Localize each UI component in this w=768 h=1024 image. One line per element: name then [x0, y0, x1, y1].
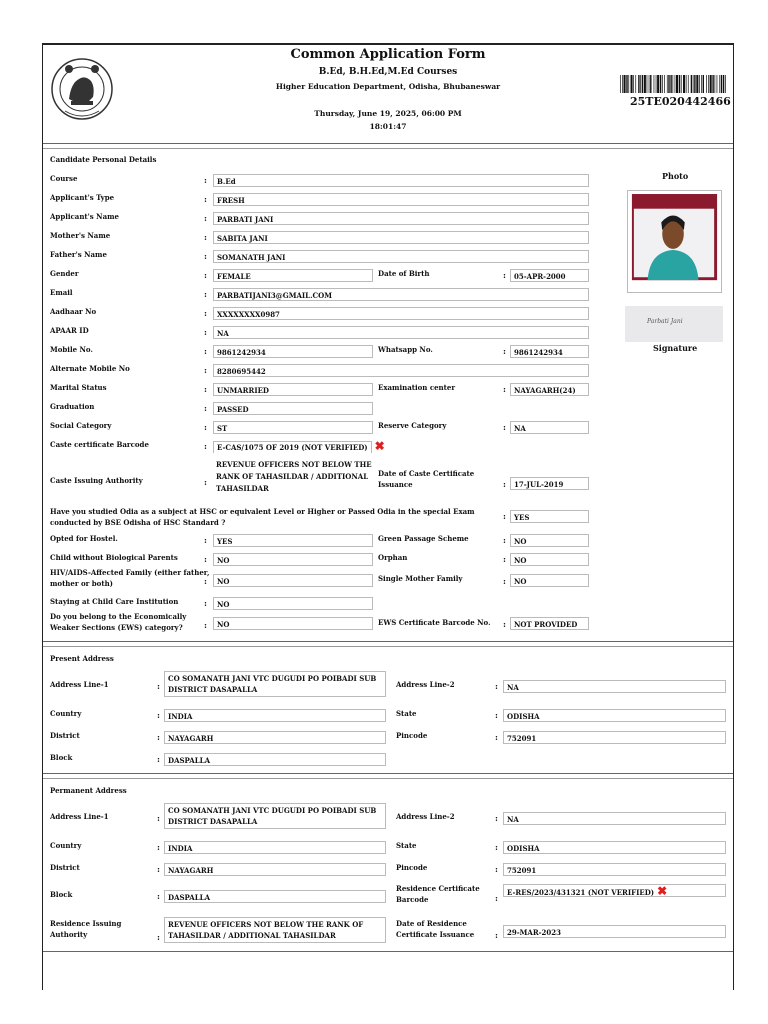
reserve-cat-label: Reserve Category — [378, 421, 447, 430]
permanent-line2-label: Address Line-2 — [396, 812, 455, 821]
colon: : — [495, 732, 498, 742]
colon: : — [503, 576, 506, 586]
section-divider — [43, 773, 733, 779]
section-divider — [43, 143, 733, 149]
res-date-field: 29-MAR-2023 — [503, 925, 726, 938]
application-number: 25TE020442466 — [630, 95, 731, 108]
section-title-personal: Candidate Personal Details — [50, 155, 157, 164]
present-line2-label: Address Line-2 — [396, 680, 455, 689]
mobile-label: Mobile No. — [50, 345, 93, 354]
green-passage-field: NO — [510, 534, 589, 547]
graduation-label: Graduation — [50, 402, 95, 411]
odia-label: Have you studied Odia as a subject at HSC or equivalent Level or Higher or Passed Odia in the special Exam conducted by BSE Odisha of HSC Standard ? — [50, 507, 475, 527]
present-country-field: INDIA — [164, 709, 386, 722]
colon: : — [495, 842, 498, 852]
present-district-field: NAYAGARH — [164, 731, 386, 744]
social-cat-field: ST — [213, 421, 373, 434]
colon: : — [503, 270, 506, 280]
ews-label: Do you belong to the Economically Weaker Sections (EWS) category? — [50, 612, 187, 632]
section-divider — [43, 641, 733, 647]
colon: : — [204, 403, 207, 413]
mother-name-label: Mother's Name — [50, 231, 111, 240]
father-name-label: Father's Name — [50, 250, 107, 259]
colon: : — [204, 365, 207, 375]
present-block-field: DASPALLA — [164, 753, 386, 766]
colon: : — [157, 681, 160, 691]
colon: : — [204, 422, 207, 432]
applicant-name-label: Applicant's Name — [50, 212, 119, 221]
child-care-field: NO — [213, 597, 373, 610]
res-date-label: Date of Residence Certificate Issuance — [396, 919, 475, 939]
present-block-label: Block — [50, 753, 73, 762]
whatsapp-label: Whatsapp No. — [378, 345, 433, 354]
colon: : — [204, 194, 207, 204]
applicant-type-label: Applicant's Type — [50, 193, 115, 202]
photo-label: Photo — [662, 171, 689, 181]
colon: : — [495, 813, 498, 823]
colon: : — [157, 710, 160, 720]
gender-label: Gender — [50, 269, 79, 278]
present-country-label: Country — [50, 709, 82, 718]
marital-label: Marital Status — [50, 383, 107, 392]
signature-label: Signature — [653, 343, 698, 353]
section-divider — [43, 951, 733, 956]
applicant-photo — [627, 190, 722, 293]
dob-field: 05-APR-2000 — [510, 269, 589, 282]
single-mother-field: NO — [510, 574, 589, 587]
colon: : — [495, 893, 498, 903]
colon: : — [503, 384, 506, 394]
colon: : — [204, 554, 207, 564]
permanent-line1-field: CO SOMANATH JANI VTC DUGUDI PO POIBADI SUB DISTRICT DASAPALLA — [164, 803, 386, 829]
res-authority-field: REVENUE OFFICERS NOT BELOW THE RANK OF TAHASILDAR / ADDITIONAL TAHASILDAR — [164, 917, 386, 943]
reserve-cat-field: NA — [510, 421, 589, 434]
caste-date-label: Date of Caste Certificate Issuance — [378, 469, 475, 489]
colon: : — [495, 710, 498, 720]
marital-field: UNMARRIED — [213, 383, 373, 396]
father-name-field: SOMANATH JANI — [213, 250, 589, 263]
form-datetime: Thursday, June 19, 2025, 06:00 PM — [314, 109, 462, 118]
red-x-icon: ✖ — [374, 440, 385, 453]
signature-image — [625, 306, 723, 342]
caste-authority-label: Caste Issuing Authority — [50, 476, 143, 485]
child-wo-parents-field: NO — [213, 553, 373, 566]
section-title-present: Present Address — [50, 654, 114, 663]
application-form — [42, 43, 734, 990]
colon: : — [157, 891, 160, 901]
mother-name-field: SABITA JANI — [213, 231, 589, 244]
permanent-line2-field: NA — [503, 812, 726, 825]
gender-field: FEMALE — [213, 269, 373, 282]
hostel-field: YES — [213, 534, 373, 547]
child-wo-parents-label: Child without Biological Parents — [50, 553, 178, 562]
aadhaar-field: XXXXXXXX0987 — [213, 307, 589, 320]
applicant-name-field: PARBATI JANI — [213, 212, 589, 225]
permanent-state-label: State — [396, 841, 417, 850]
present-pincode-field: 752091 — [503, 731, 726, 744]
present-state-label: State — [396, 709, 417, 718]
colon: : — [503, 479, 506, 489]
permanent-line1-label: Address Line-1 — [50, 812, 109, 821]
dob-label: Date of Birth — [378, 269, 430, 278]
hiv-family-label: HIV/AIDS-Affected Family (either father, mother or both) — [50, 568, 210, 588]
caste-barcode-field: E-CAS/1075 OF 2019 (NOT VERIFIED) — [213, 441, 372, 453]
colon: : — [157, 864, 160, 874]
form-title: Common Application Form — [290, 47, 486, 62]
colon: : — [204, 535, 207, 545]
permanent-block-label: Block — [50, 890, 73, 899]
colon: : — [204, 477, 207, 487]
signature-text: Parbati Jani — [647, 318, 683, 325]
colon: : — [157, 754, 160, 764]
colon: : — [157, 932, 160, 942]
colon: : — [204, 289, 207, 299]
permanent-state-field: ODISHA — [503, 841, 726, 854]
hostel-label: Opted for Hostel. — [50, 534, 118, 543]
ews-barcode-label: EWS Certificate Barcode No. — [378, 618, 491, 627]
permanent-block-field: DASPALLA — [164, 890, 386, 903]
course-field: B.Ed — [213, 174, 589, 187]
alt-mobile-label: Alternate Mobile No — [50, 364, 130, 373]
apaar-label: APAAR ID — [50, 326, 89, 335]
colon: : — [204, 598, 207, 608]
colon: : — [503, 511, 506, 521]
colon: : — [204, 441, 207, 451]
colon: : — [204, 213, 207, 223]
green-passage-label: Green Passage Scheme — [378, 534, 469, 543]
barcode-image — [620, 75, 728, 93]
aadhaar-label: Aadhaar No — [50, 307, 97, 316]
form-courses: B.Ed, B.H.Ed,M.Ed Courses — [318, 67, 458, 77]
permanent-district-label: District — [50, 863, 80, 872]
permanent-country-label: Country — [50, 841, 82, 850]
colon: : — [503, 346, 506, 356]
single-mother-label: Single Mother Family — [378, 574, 463, 583]
colon: : — [204, 346, 207, 356]
exam-center-label: Examination center — [378, 383, 456, 392]
email-label: Email — [50, 288, 73, 297]
colon: : — [204, 308, 207, 318]
form-department: Higher Education Department, Odisha, Bhubaneswar — [275, 82, 501, 91]
colon: : — [495, 864, 498, 874]
res-authority-label: Residence Issuing Authority — [50, 919, 122, 939]
colon: : — [495, 930, 498, 940]
colon: : — [503, 535, 506, 545]
colon: : — [157, 842, 160, 852]
alt-mobile-field: 8280695442 — [213, 364, 589, 377]
colon: : — [204, 576, 207, 586]
applicant-type-field: FRESH — [213, 193, 589, 206]
email-field: PARBATIJANI3@GMAIL.COM — [213, 288, 589, 301]
caste-barcode-row — [213, 440, 589, 453]
res-barcode-row — [503, 884, 726, 897]
social-cat-label: Social Category — [50, 421, 112, 430]
ews-barcode-field: NOT PROVIDED — [510, 617, 589, 630]
exam-center-field: NAYAGARH(24) — [510, 383, 589, 396]
colon: : — [204, 251, 207, 261]
present-district-label: District — [50, 731, 80, 740]
orphan-field: NO — [510, 553, 589, 566]
odia-field: YES — [510, 510, 589, 523]
ews-field: NO — [213, 617, 373, 630]
caste-authority-field: REVENUE OFFICERS NOT BELOW THE RANK OF TAHASILDAR / ADDITIONAL TAHASILDAR — [213, 459, 373, 497]
permanent-pincode-label: Pincode — [396, 863, 428, 872]
hiv-family-field: NO — [213, 574, 373, 587]
colon: : — [157, 732, 160, 742]
form-time: 18:01:47 — [369, 122, 407, 131]
permanent-country-field: INDIA — [164, 841, 386, 854]
whatsapp-field: 9861242934 — [510, 345, 589, 358]
caste-date-field: 17-JUL-2019 — [510, 477, 589, 490]
orphan-label: Orphan — [378, 553, 408, 562]
permanent-pincode-field: 752091 — [503, 863, 726, 876]
apaar-field: NA — [213, 326, 589, 339]
colon: : — [204, 232, 207, 242]
mobile-field: 9861242934 — [213, 345, 373, 358]
res-barcode-field: E-RES/2023/431321 (NOT VERIFIED) — [507, 888, 655, 897]
colon: : — [204, 384, 207, 394]
colon: : — [503, 554, 506, 564]
permanent-district-field: NAYAGARH — [164, 863, 386, 876]
present-pincode-label: Pincode — [396, 731, 428, 740]
present-line2-field: NA — [503, 680, 726, 693]
present-state-field: ODISHA — [503, 709, 726, 722]
colon: : — [204, 175, 207, 185]
present-line1-field: CO SOMANATH JANI VTC DUGUDI PO POIBADI SUB DISTRICT DASAPALLA — [164, 671, 386, 697]
section-title-permanent: Permanent Address — [50, 786, 127, 795]
res-barcode-label: Residence Certificate Barcode — [396, 884, 480, 904]
colon: : — [204, 620, 207, 630]
caste-barcode-label: Caste certificate Barcode — [50, 440, 149, 449]
red-x-icon: ✖ — [657, 884, 668, 897]
colon: : — [157, 813, 160, 823]
colon: : — [503, 422, 506, 432]
colon: : — [204, 327, 207, 337]
colon: : — [503, 619, 506, 629]
present-line1-label: Address Line-1 — [50, 680, 109, 689]
child-care-label: Staying at Child Care Institution — [50, 597, 179, 606]
course-label: Course — [50, 174, 78, 183]
graduation-field: PASSED — [213, 402, 373, 415]
colon: : — [204, 270, 207, 280]
colon: : — [495, 681, 498, 691]
